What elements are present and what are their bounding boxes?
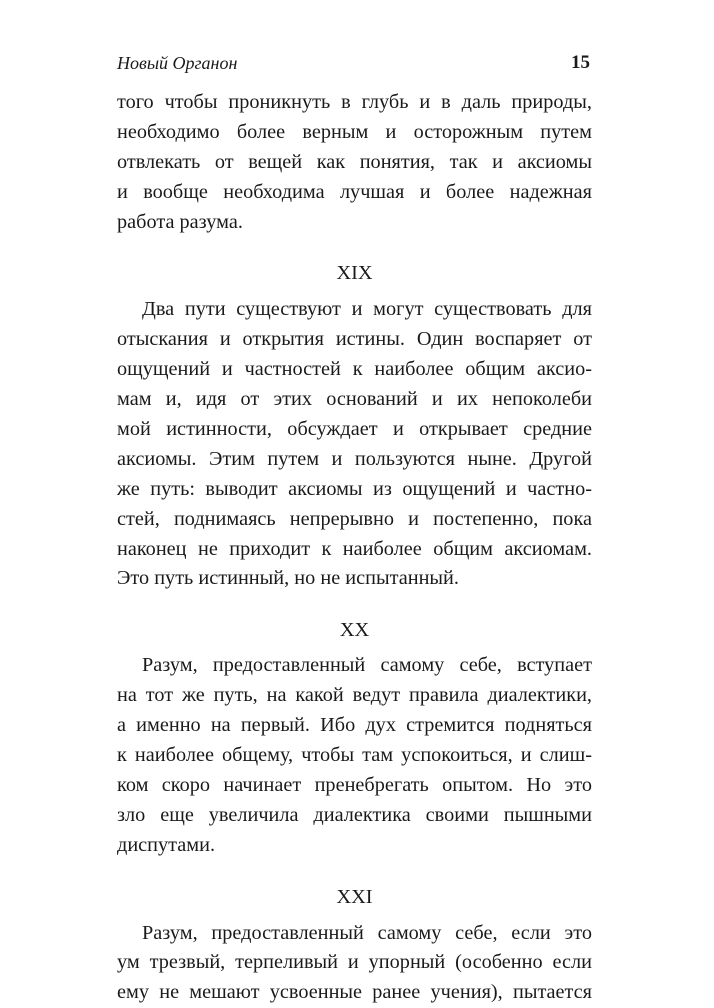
text-line: ком скоро начинает пренебрегать опытом. Но это (117, 773, 592, 796)
page-body (117, 88, 592, 1008)
text-line: диспутами. (117, 833, 216, 856)
text-line: мой истинности, обсуждает и открывает средние (117, 418, 592, 441)
section-paragraph-xix (117, 295, 592, 594)
text-line: отвлекать от вещей как понятия, так и аксиомы (117, 150, 592, 173)
section-paragraph-xxi (117, 919, 592, 1008)
text-line: мам и, идя от этих оснований и их непоколеби (117, 388, 592, 411)
book-title: Новый Органон (117, 53, 238, 73)
text-line: Разум, предоставленный самому себе, если это (142, 921, 592, 944)
text-line: ощущений и частностей к наиболее общим аксио- (117, 358, 592, 381)
text-line: Это путь истинный, но не испытанный. (117, 567, 459, 590)
text-line: к наиболее общему, чтобы там успокоиться, и слиш- (117, 744, 592, 767)
text-line: отыскания и открытия истины. Один воспаряет от (117, 328, 592, 351)
text-line: и вообще необходима лучшая и более надежная (117, 180, 592, 203)
text-line: на тот же путь, на какой ведут правила диалектики, (117, 684, 592, 707)
text-line: ум трезвый, терпеливый и упорный (особенно если (117, 951, 592, 974)
section-paragraph-xx (117, 651, 592, 860)
text-line: зло еще увеличила диалектика своими пышными (117, 803, 592, 826)
text-line: ему не мешают усвоенные ранее учения), пытается (117, 981, 592, 1004)
book-page (117, 0, 592, 1004)
text-line: того чтобы проникнуть в глубь и в даль природы, (117, 91, 592, 113)
running-header (117, 50, 592, 76)
text-line: наконец не приходит к наиболее общим аксиомам. (117, 537, 592, 560)
text-line: необходимо более верным и осторожным путем (117, 120, 592, 143)
section-heading-xxi: XXI (336, 885, 373, 908)
text-line: работа разума. (117, 210, 243, 233)
text-line: а именно на первый. Ибо дух стремится подняться (117, 714, 592, 737)
section-heading-xix: XIX (336, 262, 373, 285)
text-line: же путь: выводит аксиомы из ощущений и частно- (117, 477, 592, 500)
section-heading-xx: XX (339, 619, 370, 642)
text-line: стей, поднимаясь непрерывно и постепенно, пока (117, 507, 592, 530)
intro-paragraph (117, 88, 592, 237)
text-line: Разум, предоставленный самому себе, вступает (142, 654, 592, 677)
text-line: аксиомы. Этим путем и пользуются ныне. Другой (117, 447, 592, 470)
page-number: 15 (571, 52, 590, 73)
text-line: Два пути существуют и могут существовать для (142, 298, 592, 321)
